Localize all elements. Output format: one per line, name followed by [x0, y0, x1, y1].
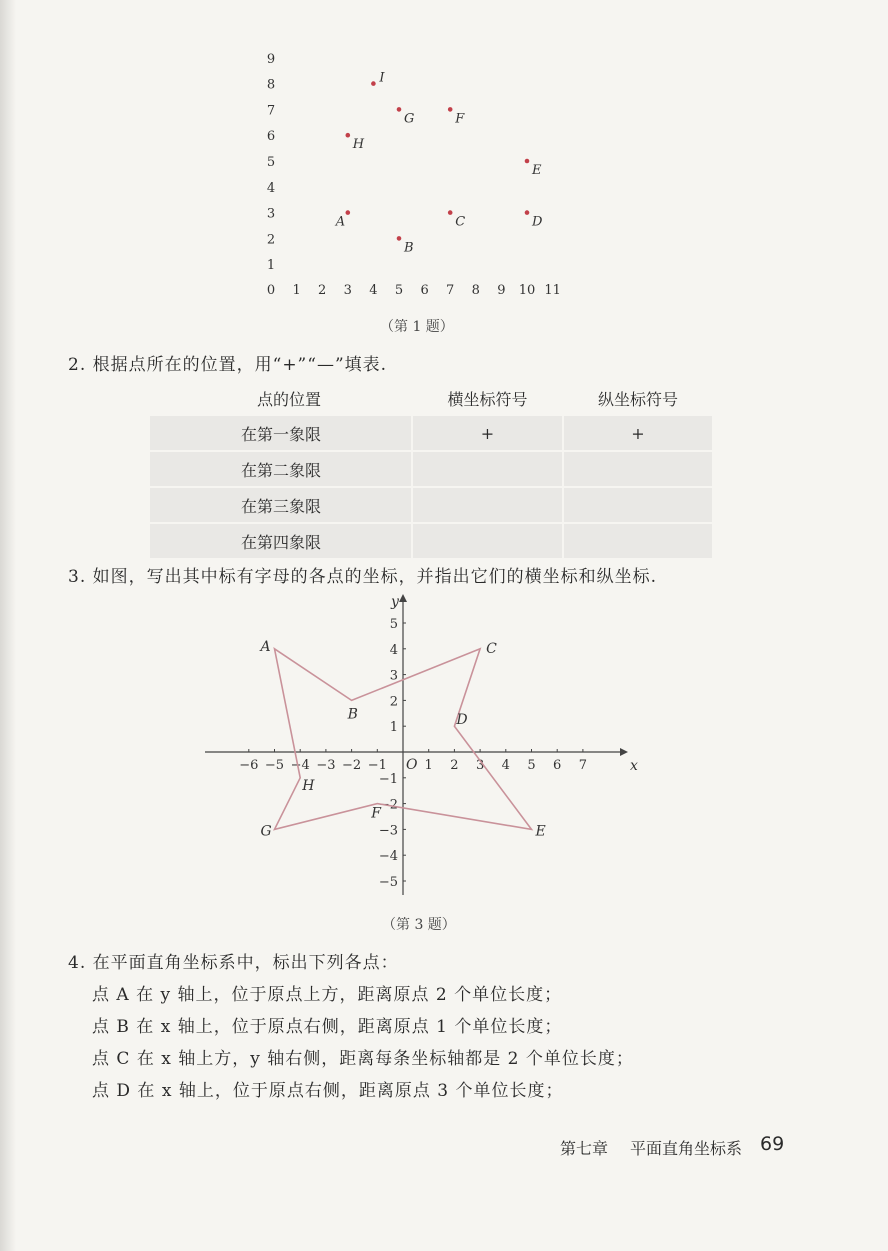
vertex-label: A: [260, 638, 271, 655]
x-tick-label: 1: [424, 758, 433, 773]
y-tick-label: −4: [378, 849, 398, 865]
x-tick-label: 6: [553, 758, 562, 773]
y-tick-label: 2: [266, 232, 276, 248]
question-4-line-c: 点 C 在 x 轴上方，y 轴右侧，距离每条坐标轴都是 2 个单位长度；: [92, 1049, 634, 1069]
point-label: C: [455, 214, 466, 230]
x-tick-label: 0: [266, 283, 276, 298]
table-row: [150, 523, 712, 558]
y-tick-label: 3: [389, 668, 398, 684]
header-x-sign: 横坐标符号: [412, 382, 563, 415]
table-row: [150, 415, 712, 451]
x-tick-label: 7: [578, 758, 588, 773]
y-tick-label: 2: [389, 694, 398, 710]
x-tick-label: 1: [292, 283, 301, 298]
data-point: [346, 210, 351, 215]
footer-chapter-title: 平面直角坐标系: [630, 1139, 743, 1158]
point-label: A: [335, 214, 346, 230]
y-tick-label: 5: [266, 155, 276, 170]
y-tick-label: 4: [266, 180, 276, 196]
row-x-sign: +: [412, 415, 563, 451]
x-tick-label: −6: [239, 758, 259, 773]
row-quadrant: 在第三象限: [150, 487, 412, 523]
y-tick-label: 7: [266, 103, 276, 119]
x-tick-label: 2: [450, 758, 459, 773]
x-tick-label: 11: [544, 283, 561, 298]
y-tick-label: 1: [389, 720, 398, 736]
row-quadrant: 在第一象限: [150, 415, 412, 451]
x-tick-label: 2: [318, 283, 327, 298]
question-3-text: 3. 如图，写出其中标有字母的各点的坐标，并指出它们的横坐标和纵坐标.: [68, 567, 658, 587]
x-tick-label: −2: [342, 758, 362, 773]
y-tick-label: 1: [266, 258, 276, 274]
point-label: G: [404, 111, 415, 127]
data-point: [397, 236, 402, 241]
data-point: [346, 133, 351, 138]
vertex-label: D: [456, 712, 468, 729]
data-point: [525, 159, 530, 164]
header-y-sign: 纵坐标符号: [563, 382, 712, 415]
x-axis-arrow: [620, 748, 628, 756]
x-tick-label: 5: [394, 283, 404, 298]
figure-1-plot: [250, 30, 590, 310]
figure-3-coordinate-plane: [200, 590, 640, 900]
row-y-sign: [563, 523, 712, 558]
point-label: H: [352, 137, 365, 153]
y-axis-label: y: [391, 594, 399, 610]
vertex-label: E: [535, 823, 546, 840]
sign-table-header-row: [150, 382, 712, 415]
x-tick-label: 3: [343, 283, 352, 298]
row-x-sign: [412, 523, 563, 558]
row-quadrant: 在第二象限: [150, 451, 412, 487]
page-edge-shadow: [0, 0, 16, 1251]
question-4-line-a: 点 A 在 y 轴上，位于原点上方，距离原点 2 个单位长度；: [92, 985, 563, 1005]
row-x-sign: [412, 451, 563, 487]
y-tick-label: −2: [378, 797, 398, 813]
data-point: [371, 81, 376, 86]
vertex-label: F: [371, 805, 382, 822]
table-row: [150, 451, 712, 487]
x-tick-label: 10: [518, 283, 536, 298]
sign-table: [150, 382, 712, 552]
row-quadrant: 在第四象限: [150, 523, 412, 558]
figure-3-caption: （第 3 题）: [382, 917, 456, 933]
footer-chapter: 第七章: [560, 1139, 609, 1158]
x-tick-label: 5: [527, 758, 536, 773]
origin-label: O: [406, 757, 418, 773]
x-tick-label: −5: [264, 758, 285, 773]
vertex-label: G: [260, 823, 272, 840]
x-tick-label: 3: [475, 758, 485, 773]
page-number: 69: [760, 1133, 785, 1155]
y-tick-label: −1: [378, 771, 398, 787]
x-tick-label: 4: [369, 283, 378, 298]
vertex-label: H: [302, 777, 315, 794]
y-tick-label: 5: [389, 617, 398, 632]
y-axis-arrow: [399, 594, 407, 602]
vertex-label: B: [347, 706, 358, 723]
question-4-line-d: 点 D 在 x 轴上，位于原点右侧，距离原点 3 个单位长度；: [92, 1081, 564, 1101]
table-row: [150, 487, 712, 523]
point-label: D: [532, 214, 543, 230]
y-tick-label: 8: [266, 77, 276, 93]
question-2-text: 2. 根据点所在的位置，用“+”“—”填表.: [68, 355, 388, 375]
row-y-sign: [563, 487, 712, 523]
y-tick-label: 3: [266, 206, 276, 222]
vertex-label: C: [486, 640, 497, 657]
x-tick-label: −3: [316, 758, 336, 773]
x-tick-label: 9: [497, 283, 506, 298]
data-point: [448, 107, 453, 112]
x-axis-label: x: [630, 758, 638, 774]
question-4-line-b: 点 B 在 x 轴上，位于原点右侧，距离原点 1 个单位长度；: [92, 1017, 563, 1037]
x-tick-label: 6: [420, 283, 429, 298]
x-tick-label: 7: [446, 283, 455, 298]
figure-1-caption: （第 1 题）: [380, 319, 454, 335]
row-y-sign: +: [563, 415, 712, 451]
x-tick-label: −4: [290, 758, 310, 773]
point-label: E: [532, 163, 542, 178]
x-tick-label: 8: [471, 283, 480, 298]
y-tick-label: 6: [266, 129, 276, 145]
y-tick-label: −3: [378, 823, 398, 839]
data-point: [448, 210, 453, 215]
row-x-sign: [412, 487, 563, 523]
point-label: B: [404, 240, 414, 256]
x-tick-label: −1: [367, 758, 387, 773]
row-y-sign: [563, 451, 712, 487]
question-4-title: 4. 在平面直角坐标系中，标出下列各点：: [68, 953, 399, 973]
data-point: [525, 210, 530, 215]
y-tick-label: 4: [389, 642, 398, 658]
y-tick-label: −5: [378, 875, 398, 890]
x-tick-label: 4: [501, 758, 510, 773]
point-label: F: [455, 111, 465, 127]
y-tick-label: 9: [266, 51, 276, 67]
point-label: I: [379, 70, 385, 86]
header-position: 点的位置: [256, 389, 321, 409]
data-point: [397, 107, 402, 112]
